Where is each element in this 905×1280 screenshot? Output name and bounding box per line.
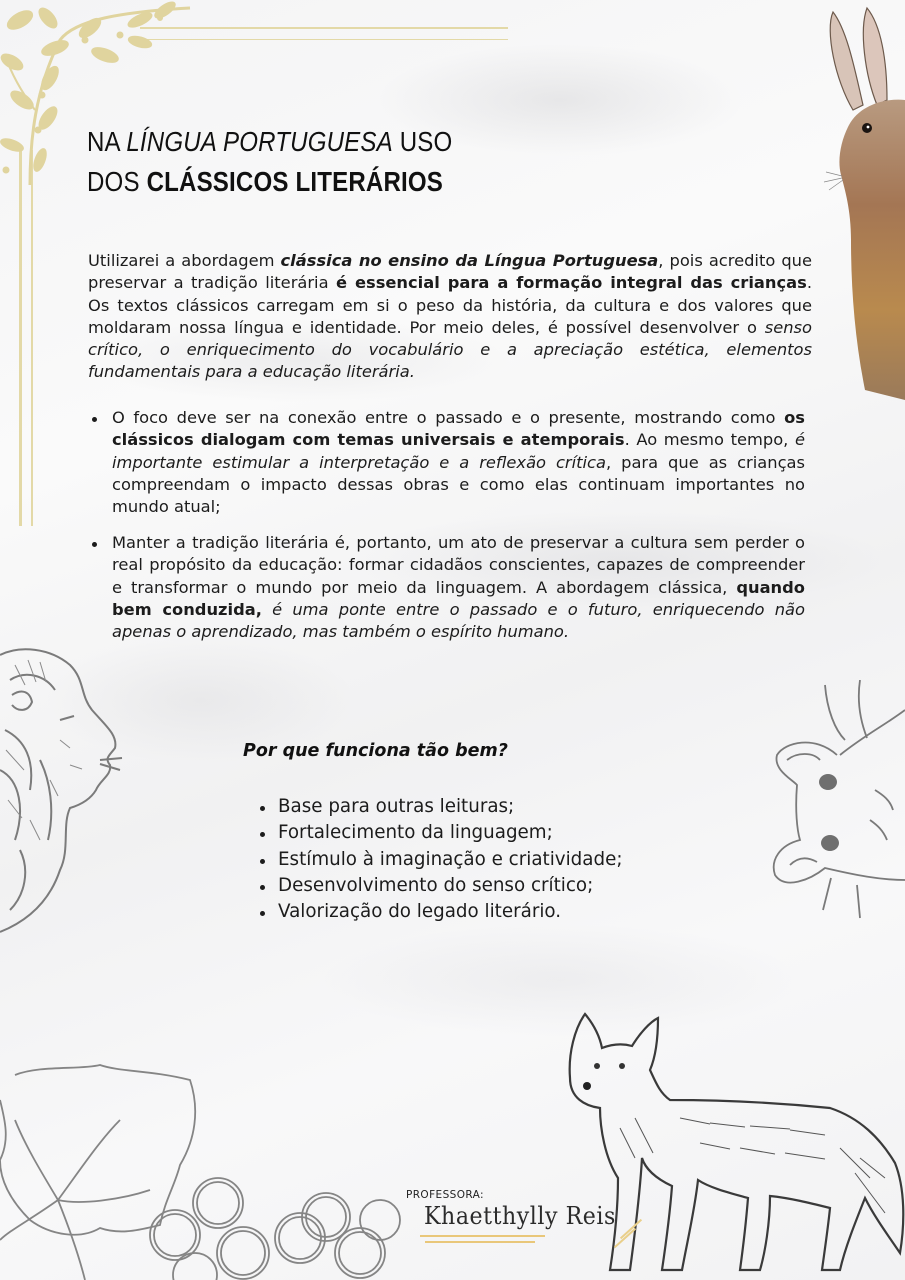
signature-label: PROFESSORA: bbox=[406, 1189, 484, 1201]
engraved-lion-head-illustration bbox=[0, 640, 130, 935]
list-item: Estímulo à imaginação e criatividade; bbox=[278, 847, 623, 873]
gold-frame-left-line-1 bbox=[19, 150, 22, 526]
signature-name: Khaetthylly Reis bbox=[424, 1202, 616, 1230]
why-heading: Por que funciona tão bem? bbox=[243, 741, 508, 761]
list-item: Fortalecimento da linguagem; bbox=[278, 820, 623, 846]
bullet-list-2 bbox=[112, 532, 805, 643]
bullet-list-1 bbox=[112, 407, 805, 518]
watercolor-hare-illustration bbox=[815, 0, 905, 405]
title-line-2: DOS CLÁSSICOS LITERÁRIOS bbox=[87, 166, 444, 197]
page-title bbox=[87, 122, 452, 202]
grape-leaf-and-grapes-illustration bbox=[0, 1060, 405, 1280]
list-item: O foco deve ser na conexão entre o passado e o presente, mostrando como os clássicos dialogam com temas universais e atemporais. Ao mesmo tempo, é importante estimular a interpretação e a reflexão crítica, para que as crianças compreendam o impacto dessas obras e como elas continuam importantes no mundo atual; bbox=[112, 407, 805, 518]
signature-underline-2 bbox=[425, 1241, 535, 1243]
list-item: Desenvolvimento do senso crítico; bbox=[278, 873, 623, 899]
why-list bbox=[278, 794, 623, 925]
title-line-1: NA LÍNGUA PORTUGUESA USO bbox=[87, 126, 453, 157]
sketched-mouse-illustration bbox=[765, 680, 905, 920]
engraved-fox-illustration bbox=[560, 1008, 905, 1280]
list-item: Base para outras leituras; bbox=[278, 794, 623, 820]
signature-underline-1 bbox=[420, 1235, 545, 1237]
list-item: Manter a tradição literária é, portanto, um ato de preservar a cultura sem perder o real propósito da educação: formar cidadãos conscientes, capazes de compreender e transformar o mundo por meio da linguagem. A abordagem clássica, quando bem conduzida, é uma ponte entre o passado e o futuro, enriquecendo não apenas o aprendizado, mas também o espírito humano. bbox=[112, 532, 805, 643]
list-item: Valorização do legado literário. bbox=[278, 899, 623, 925]
intro-paragraph: Utilizarei a abordagem clássica no ensino da Língua Portuguesa, pois acredito que preservar a tradição literária é essencial para a formação integral das crianças. Os textos clássicos carregam em si o peso da história, da cultura e dos valores que moldaram nossa língua e identidade. Por meio deles, é possível desenvolver o senso crítico, o enriquecimento do vocabulário e a apreciação estética, elementos fundamentais para a educação literária. bbox=[88, 251, 812, 382]
gold-frame-left-line-2 bbox=[31, 150, 33, 526]
